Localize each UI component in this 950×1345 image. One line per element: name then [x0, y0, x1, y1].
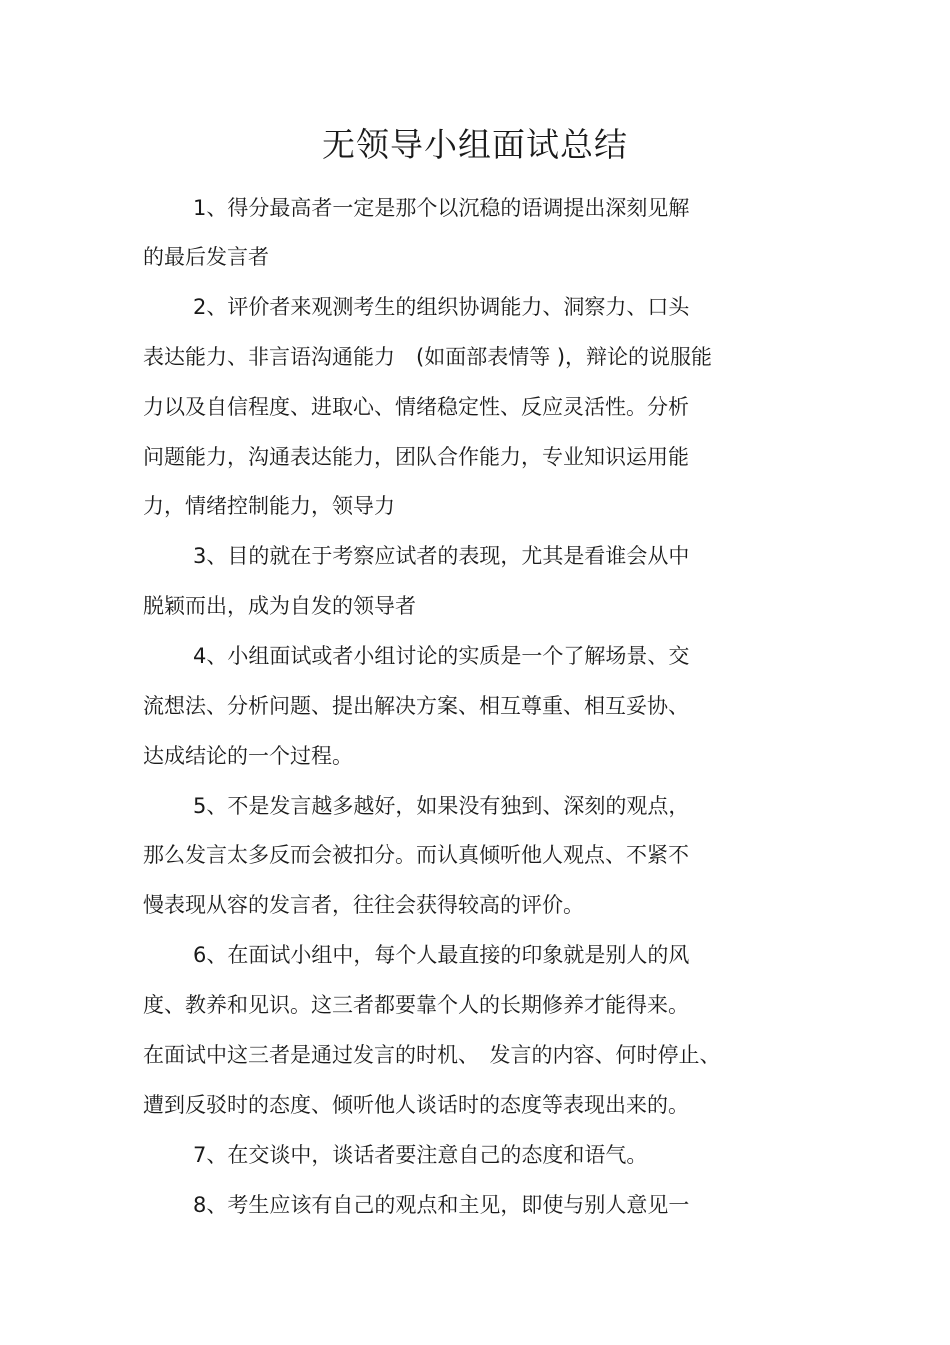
paragraph-line: 4、小组面试或者小组讨论的实质是一个了解场景、交: [193, 644, 690, 668]
paragraph-line: 慢表现从容的发言者，往往会获得较高的评价。: [143, 893, 584, 917]
paragraph-line: 遭到反驳时的态度、倾听他人谈话时的态度等表现出来的。: [143, 1093, 689, 1117]
paragraph-line: 达成结论的一个过程。: [143, 744, 353, 768]
paragraph-line: 1、得分最高者一定是那个以沉稳的语调提出深刻见解: [193, 196, 690, 220]
paragraph-line: 8、考生应该有自己的观点和主见，即使与别人意见一: [193, 1193, 690, 1217]
paragraph-line: 度、教养和见识。这三者都要靠个人的长期修养才能得来。: [143, 993, 689, 1017]
paragraph-line: 流想法、分析问题、提出解决方案、相互尊重、相互妥协、: [143, 694, 689, 718]
paragraph-line: 力以及自信程度、进取心、情绪稳定性、反应灵活性。分析: [143, 395, 689, 419]
paragraph-line: 那么发言太多反而会被扣分。而认真倾听他人观点、不紧不: [143, 843, 689, 867]
paragraph-line: 3、目的就在于考察应试者的表现，尤其是看谁会从中: [193, 544, 690, 568]
page-title: 无领导小组面试总结: [322, 125, 628, 164]
paragraph-line: 的最后发言者: [143, 245, 269, 269]
paragraph-line: 表达能力、非言语沟通能力 (如面部表情等 )，辩论的说服能: [143, 345, 713, 369]
paragraph-line: 7、在交谈中，谈话者要注意自己的态度和语气。: [193, 1143, 648, 1167]
paragraph-line: 脱颖而出，成为自发的领导者: [143, 594, 416, 618]
paragraph-line: 2、评价者来观测考生的组织协调能力、洞察力、口头: [193, 295, 690, 319]
paragraph-line: 在面试中这三者是通过发言的时机、 发言的内容、何时停止、: [143, 1043, 721, 1067]
paragraph-line: 6、在面试小组中，每个人最直接的印象就是别人的风: [193, 943, 690, 967]
paragraph-line: 力，情绪控制能力，领导力: [143, 494, 395, 518]
paragraph-line: 5、不是发言越多越好，如果没有独到、深刻的观点，: [193, 794, 690, 818]
paragraph-line: 问题能力，沟通表达能力，团队合作能力，专业知识运用能: [143, 445, 689, 469]
